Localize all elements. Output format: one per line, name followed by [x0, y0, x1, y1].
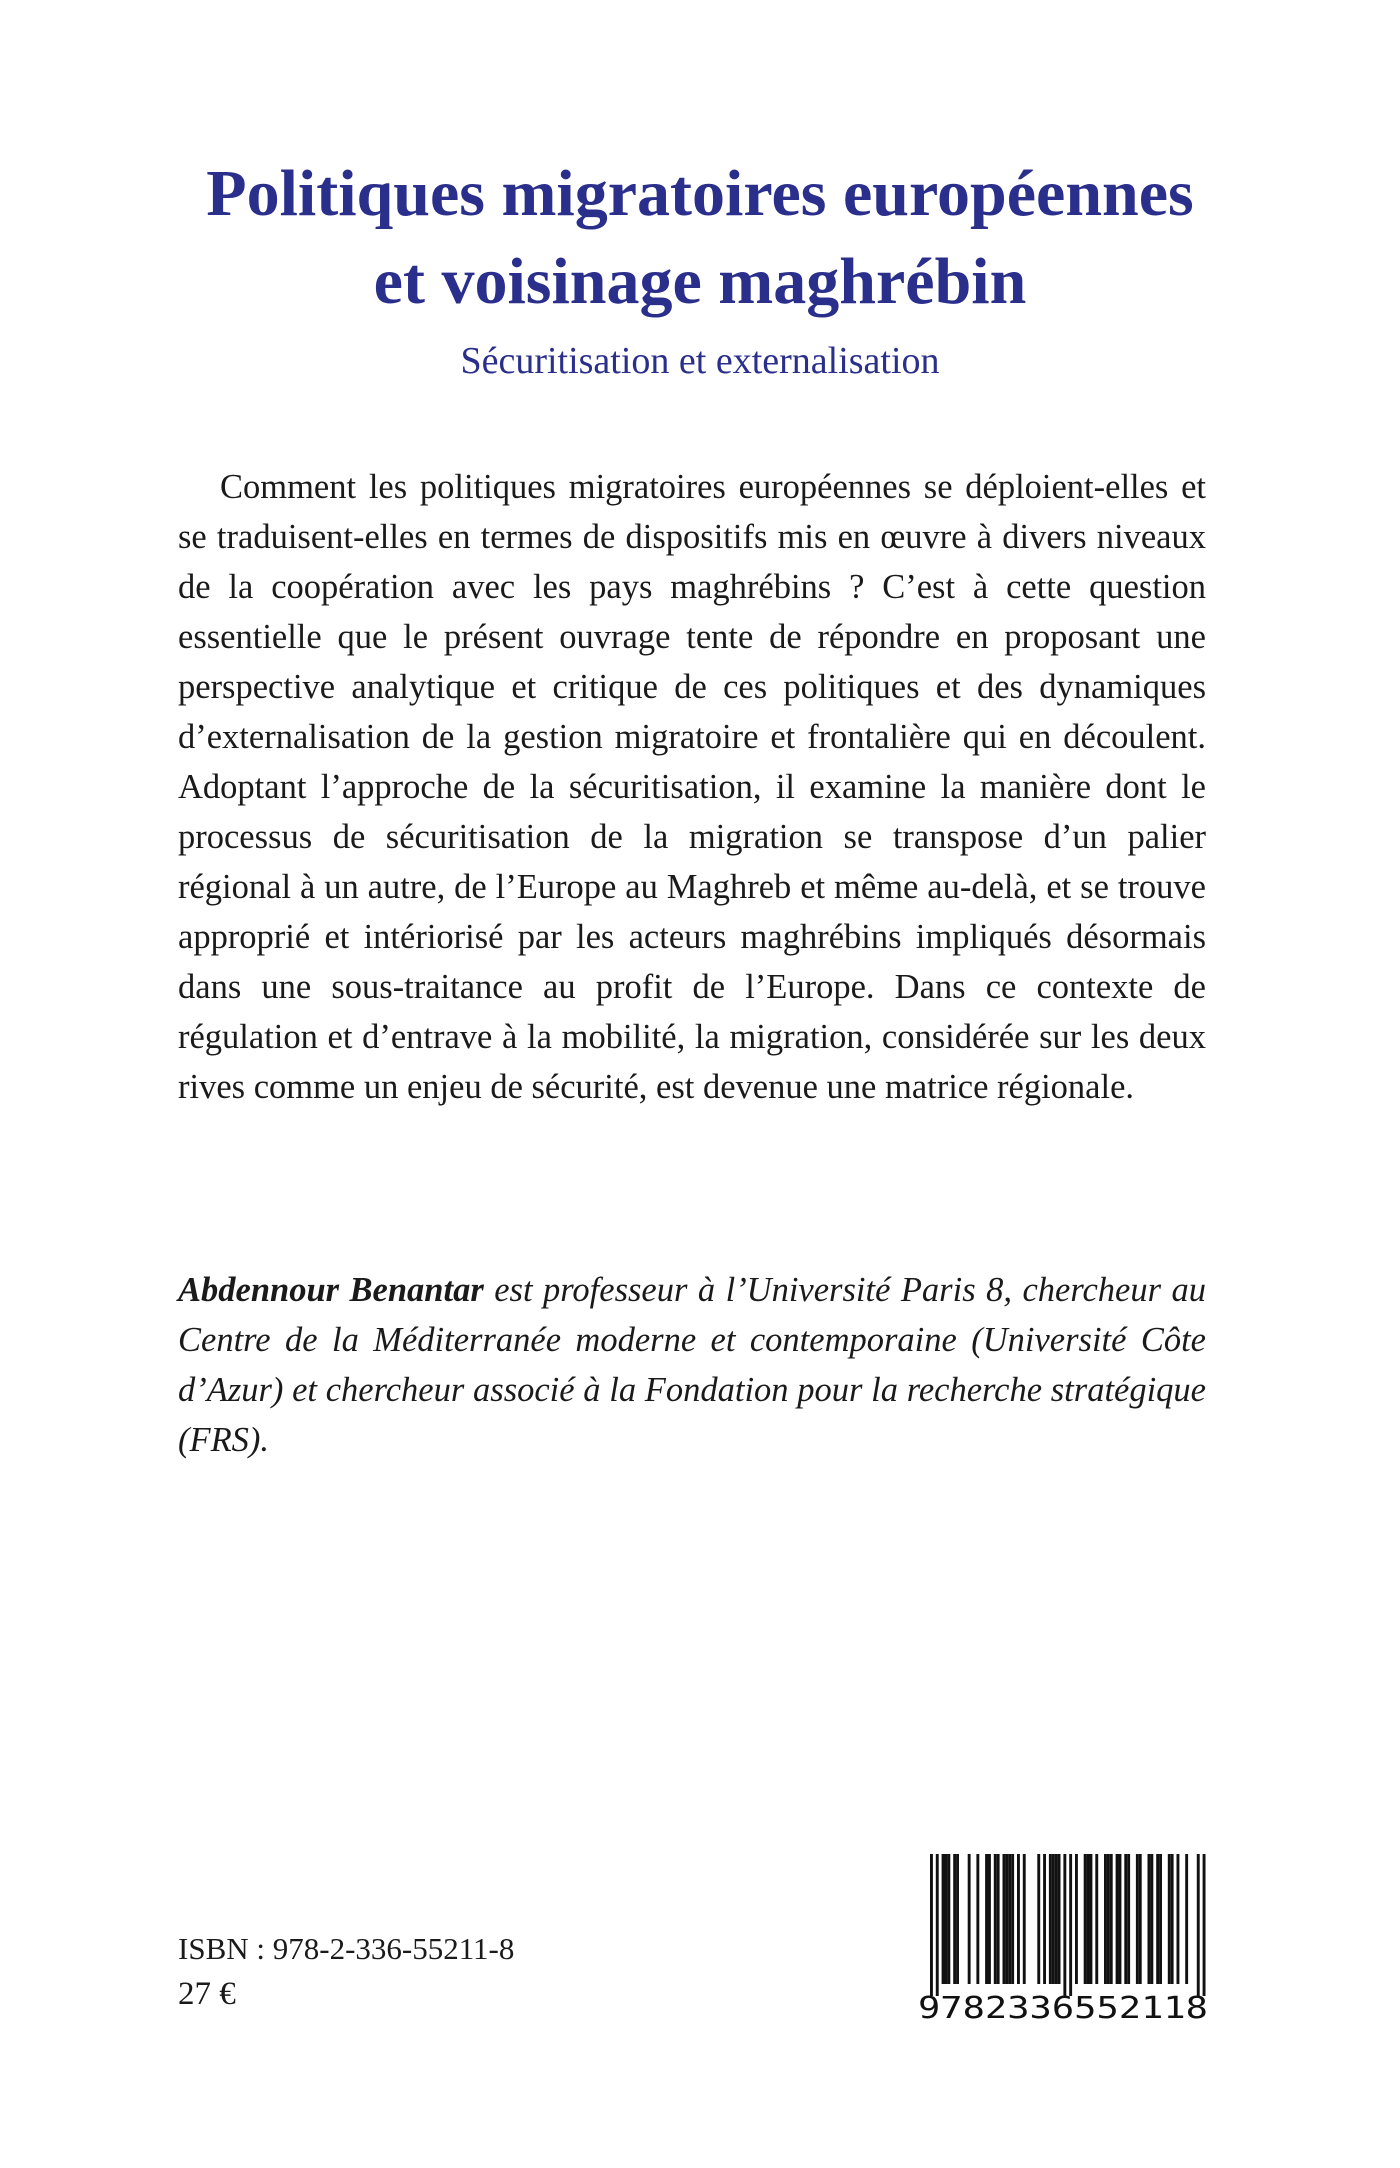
barcode-bar [997, 1854, 1000, 1984]
barcode-bar [947, 1854, 950, 1984]
barcode-bar [1139, 1854, 1142, 1984]
barcode-bar [945, 1854, 948, 1984]
barcode-bar [976, 1854, 979, 1984]
barcode-bar [1003, 1854, 1006, 1984]
barcode-bar [1090, 1854, 1093, 1984]
barcode-bar [1124, 1854, 1127, 1984]
barcode-bar [1197, 1854, 1200, 1996]
barcode-bar [1049, 1854, 1052, 1984]
barcode-bar [988, 1854, 991, 1984]
author-bio-text: est professeur à l’Université Paris 8, chercheur au Centre de la Méditerranée moderne et contemporaine (Université Côte d’Azur) et chercheur associé à la Fondation pour la recherche stratégique (FRS). [178, 1271, 1206, 1459]
barcode-bar [1110, 1854, 1113, 1984]
barcode-bar [1104, 1854, 1107, 1984]
barcode-bar [1177, 1854, 1180, 1984]
barcode-bar [1127, 1854, 1130, 1984]
barcode-bar [930, 1854, 933, 1996]
author-bio [178, 1265, 1206, 1465]
barcode-bar [1136, 1854, 1139, 1984]
barcode-bar [1171, 1854, 1174, 1984]
barcode-bar [1043, 1854, 1046, 1984]
barcode-bar [1095, 1854, 1098, 1984]
barcode-bar [985, 1854, 988, 1984]
barcode-bar [1148, 1854, 1151, 1984]
barcode-bar [1011, 1854, 1014, 1984]
barcode-bar [1008, 1854, 1011, 1984]
barcode-bar [1023, 1854, 1026, 1984]
barcode-bar [1168, 1854, 1171, 1984]
barcode-bar [968, 1854, 971, 1984]
book-summary: Comment les politiques migratoires européennes se déploient-elles et se traduisent-elles en termes de dispositifs mis en œuvre à divers niveaux de la coopération avec les pays maghrébins ? C’est à cette question essentielle que le présent ouvrage tente de répondre en proposant une perspective analytique et critique de ces politiques et des dynamiques d’externalisation de la gestion migratoire et frontalière qui en découlent. Adoptant l’approche de la sécuritisation, il examine la manière dont le processus de sécuritisation de la migration se transpose d’un palier régional à un autre, de l’Europe au Maghreb et même au-delà, et se trouve approprié et intériorisé par les acteurs maghrébins impliqués désormais dans une sous-traitance au profit de l’Europe. Dans ce contexte de régulation et d’entrave à la mobilité, la migration, considérée sur les deux rives comme un enjeu de sécurité, est devenue une matrice régionale. [178, 468, 1206, 1106]
book-title-line-1: Politiques migratoires européennes [206, 157, 1194, 230]
barcode-bar [1017, 1854, 1020, 1984]
barcode-bar [1150, 1854, 1153, 1984]
barcode-bar [1185, 1854, 1188, 1984]
barcode-bar [942, 1854, 945, 1984]
barcode-bar [1159, 1854, 1162, 1984]
barcode-bar [1107, 1854, 1110, 1984]
barcode-bar [1075, 1854, 1078, 1984]
barcode-bar [1063, 1854, 1066, 1996]
isbn: ISBN : 978-2-336-55211-8 [178, 1931, 515, 1966]
barcode-bar [994, 1854, 997, 1984]
barcode-bar [1037, 1854, 1040, 1984]
book-title-line-2: et voisinage maghrébin [373, 245, 1027, 318]
book-subtitle: Sécuritisation et externalisation [460, 340, 940, 382]
barcode-digits: 9782336552118 [918, 1991, 1208, 2024]
barcode-bar [1055, 1854, 1058, 1984]
barcode-bar [1119, 1854, 1122, 1984]
barcode-bar [1116, 1854, 1119, 1984]
barcode-bar [953, 1854, 956, 1984]
barcode-bar [1203, 1854, 1206, 1996]
barcode-bar [936, 1854, 939, 1996]
barcode-bar [1058, 1854, 1061, 1984]
barcode-bar [1084, 1854, 1087, 1984]
barcode [908, 1850, 1218, 2024]
barcode-bar [956, 1854, 959, 1984]
price: 27 € [178, 1976, 236, 2012]
barcode-bar [1052, 1854, 1055, 1984]
author-name: Abdennour Benantar [178, 1271, 484, 1309]
barcode-bar [1156, 1854, 1159, 1984]
barcode-bar [1087, 1854, 1090, 1984]
barcode-bar [1005, 1854, 1008, 1984]
barcode-bar [1069, 1854, 1072, 1996]
book-title [0, 150, 1400, 326]
